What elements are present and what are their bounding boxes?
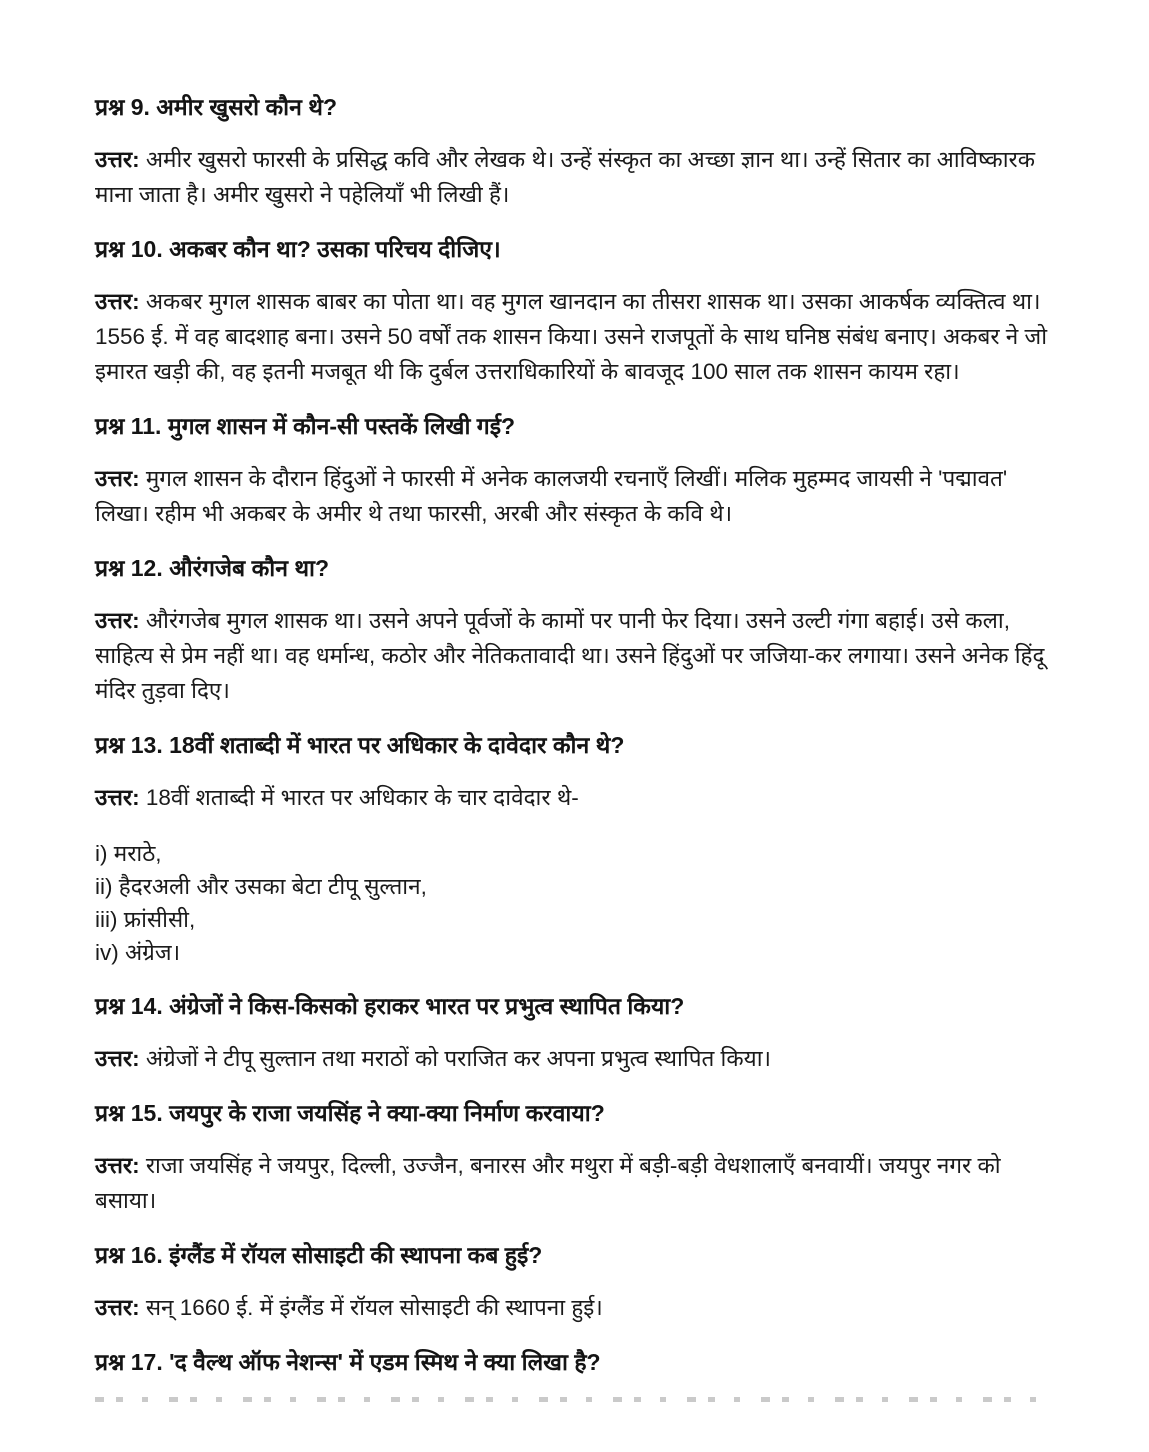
answer-list-item: ii) हैदरअली और उसका बेटा टीपू सुल्तान,: [95, 874, 427, 899]
answer-text: सन् 1660 ई. में इंग्लैंड में रॉयल सोसाइटी की स्थापना हुई।: [145, 1295, 603, 1320]
answer-paragraph: [95, 1148, 1055, 1218]
question-heading: प्रश्न 15. जयपुर के राजा जयसिंह ने क्या-क्या निर्माण करवाया?: [95, 1100, 605, 1126]
answer-paragraph: [95, 780, 1055, 815]
answer-paragraph: [95, 461, 1055, 531]
question-heading: प्रश्न 9. अमीर खुसरो कौन थे?: [95, 94, 338, 120]
answer-list-item: i) मराठे,: [95, 841, 162, 866]
answer-paragraph: [95, 1290, 1055, 1325]
answer-list: [95, 837, 1055, 969]
answer-label: उत्तर:: [95, 608, 140, 633]
answer-text: अंग्रेजों ने टीपू सुल्तान तथा मराठों को पराजित कर अपना प्रभुत्व स्थापित किया।: [145, 1046, 772, 1071]
answer-paragraph: [95, 284, 1055, 389]
answer-paragraph: [95, 1041, 1055, 1076]
question-heading: प्रश्न 14. अंग्रेजों ने किस-किसको हराकर भारत पर प्रभुत्व स्थापित किया?: [95, 993, 685, 1019]
answer-label: उत्तर:: [95, 147, 140, 172]
answer-text: राजा जयसिंह ने जयपुर, दिल्ली, उज्जैन, बनारस और मथुरा में बड़ी-बड़ी वेधशालाएँ बनवायीं। जयपुर नगर को बसाया।: [95, 1153, 1001, 1213]
answer-list-item: iv) अंग्रेज।: [95, 940, 181, 965]
answer-text: अमीर खुसरो फारसी के प्रसिद्ध कवि और लेखक थे। उन्हें संस्कृत का अच्छा ज्ञान था। उन्हें सितार का आविष्कारक माना जाता है। अमीर खुसरो ने पहेलियाँ भी लिखी हैं।: [95, 147, 1036, 207]
answer-label: उत्तर:: [95, 466, 140, 491]
question-heading: प्रश्न 11. मुगल शासन में कौन-सी पस्तकें लिखी गई?: [95, 413, 516, 439]
question-heading: प्रश्न 17. 'द वैल्थ ऑफ नेशन्स' में एडम स्मिथ ने क्या लिखा है?: [95, 1349, 601, 1375]
answer-label: उत्तर:: [95, 1046, 140, 1071]
question-heading: प्रश्न 13. 18वीं शताब्दी में भारत पर अधिकार के दावेदार कौन थे?: [95, 732, 625, 758]
cutoff-text-line: [95, 1397, 1045, 1402]
answer-label: उत्तर:: [95, 1295, 140, 1320]
answer-text: अकबर मुगल शासक बाबर का पोता था। वह मुगल खानदान का तीसरा शासक था। उसका आकर्षक व्यक्तित्व था। 1556 ई. में वह बादशाह बना। उसने 50 वर्षों तक शासन किया। उसने राजपूतों के साथ घनिष्ठ संबंध बनाए। अकबर ने जो इमारत खड़ी की, वह इतनी मजबूत थी कि दुर्बल उत्तराधिकारियों के बावजूद 100 साल तक शासन कायम रहा।: [95, 289, 1048, 384]
answer-label: उत्तर:: [95, 1153, 140, 1178]
answer-paragraph: [95, 603, 1055, 708]
answer-list-item: iii) फ्रांसीसी,: [95, 907, 196, 932]
answer-label: उत्तर:: [95, 785, 140, 810]
qa-list: [95, 92, 1055, 1377]
question-heading: प्रश्न 16. इंग्लैंड में रॉयल सोसाइटी की स्थापना कब हुई?: [95, 1242, 543, 1268]
question-heading: प्रश्न 10. अकबर कौन था? उसका परिचय दीजिए।: [95, 236, 501, 262]
answer-paragraph: [95, 142, 1055, 212]
answer-label: उत्तर:: [95, 289, 140, 314]
answer-text: 18वीं शताब्दी में भारत पर अधिकार के चार दावेदार थे-: [145, 785, 579, 810]
answer-text: मुगल शासन के दौरान हिंदुओं ने फारसी में अनेक कालजयी रचनाएँ लिखीं। मलिक मुहम्मद जायसी ने 'पद्मावत' लिखा। रहीम भी अकबर के अमीर थे तथा फारसी, अरबी और संस्कृत के कवि थे।: [95, 466, 1008, 526]
question-heading: प्रश्न 12. औरंगजेब कौन था?: [95, 555, 330, 581]
answer-text: औरंगजेब मुगल शासक था। उसने अपने पूर्वजों के कामों पर पानी फेर दिया। उसने उल्टी गंगा बहाई। उसे कला, साहित्य से प्रेम नहीं था। वह धर्मान्ध, कठोर और नेतिकतावादी था। उसने हिंदुओं पर जजिया-कर लगाया। उसने अनेक हिंदू मंदिर तुड़वा दिए।: [95, 608, 1045, 703]
